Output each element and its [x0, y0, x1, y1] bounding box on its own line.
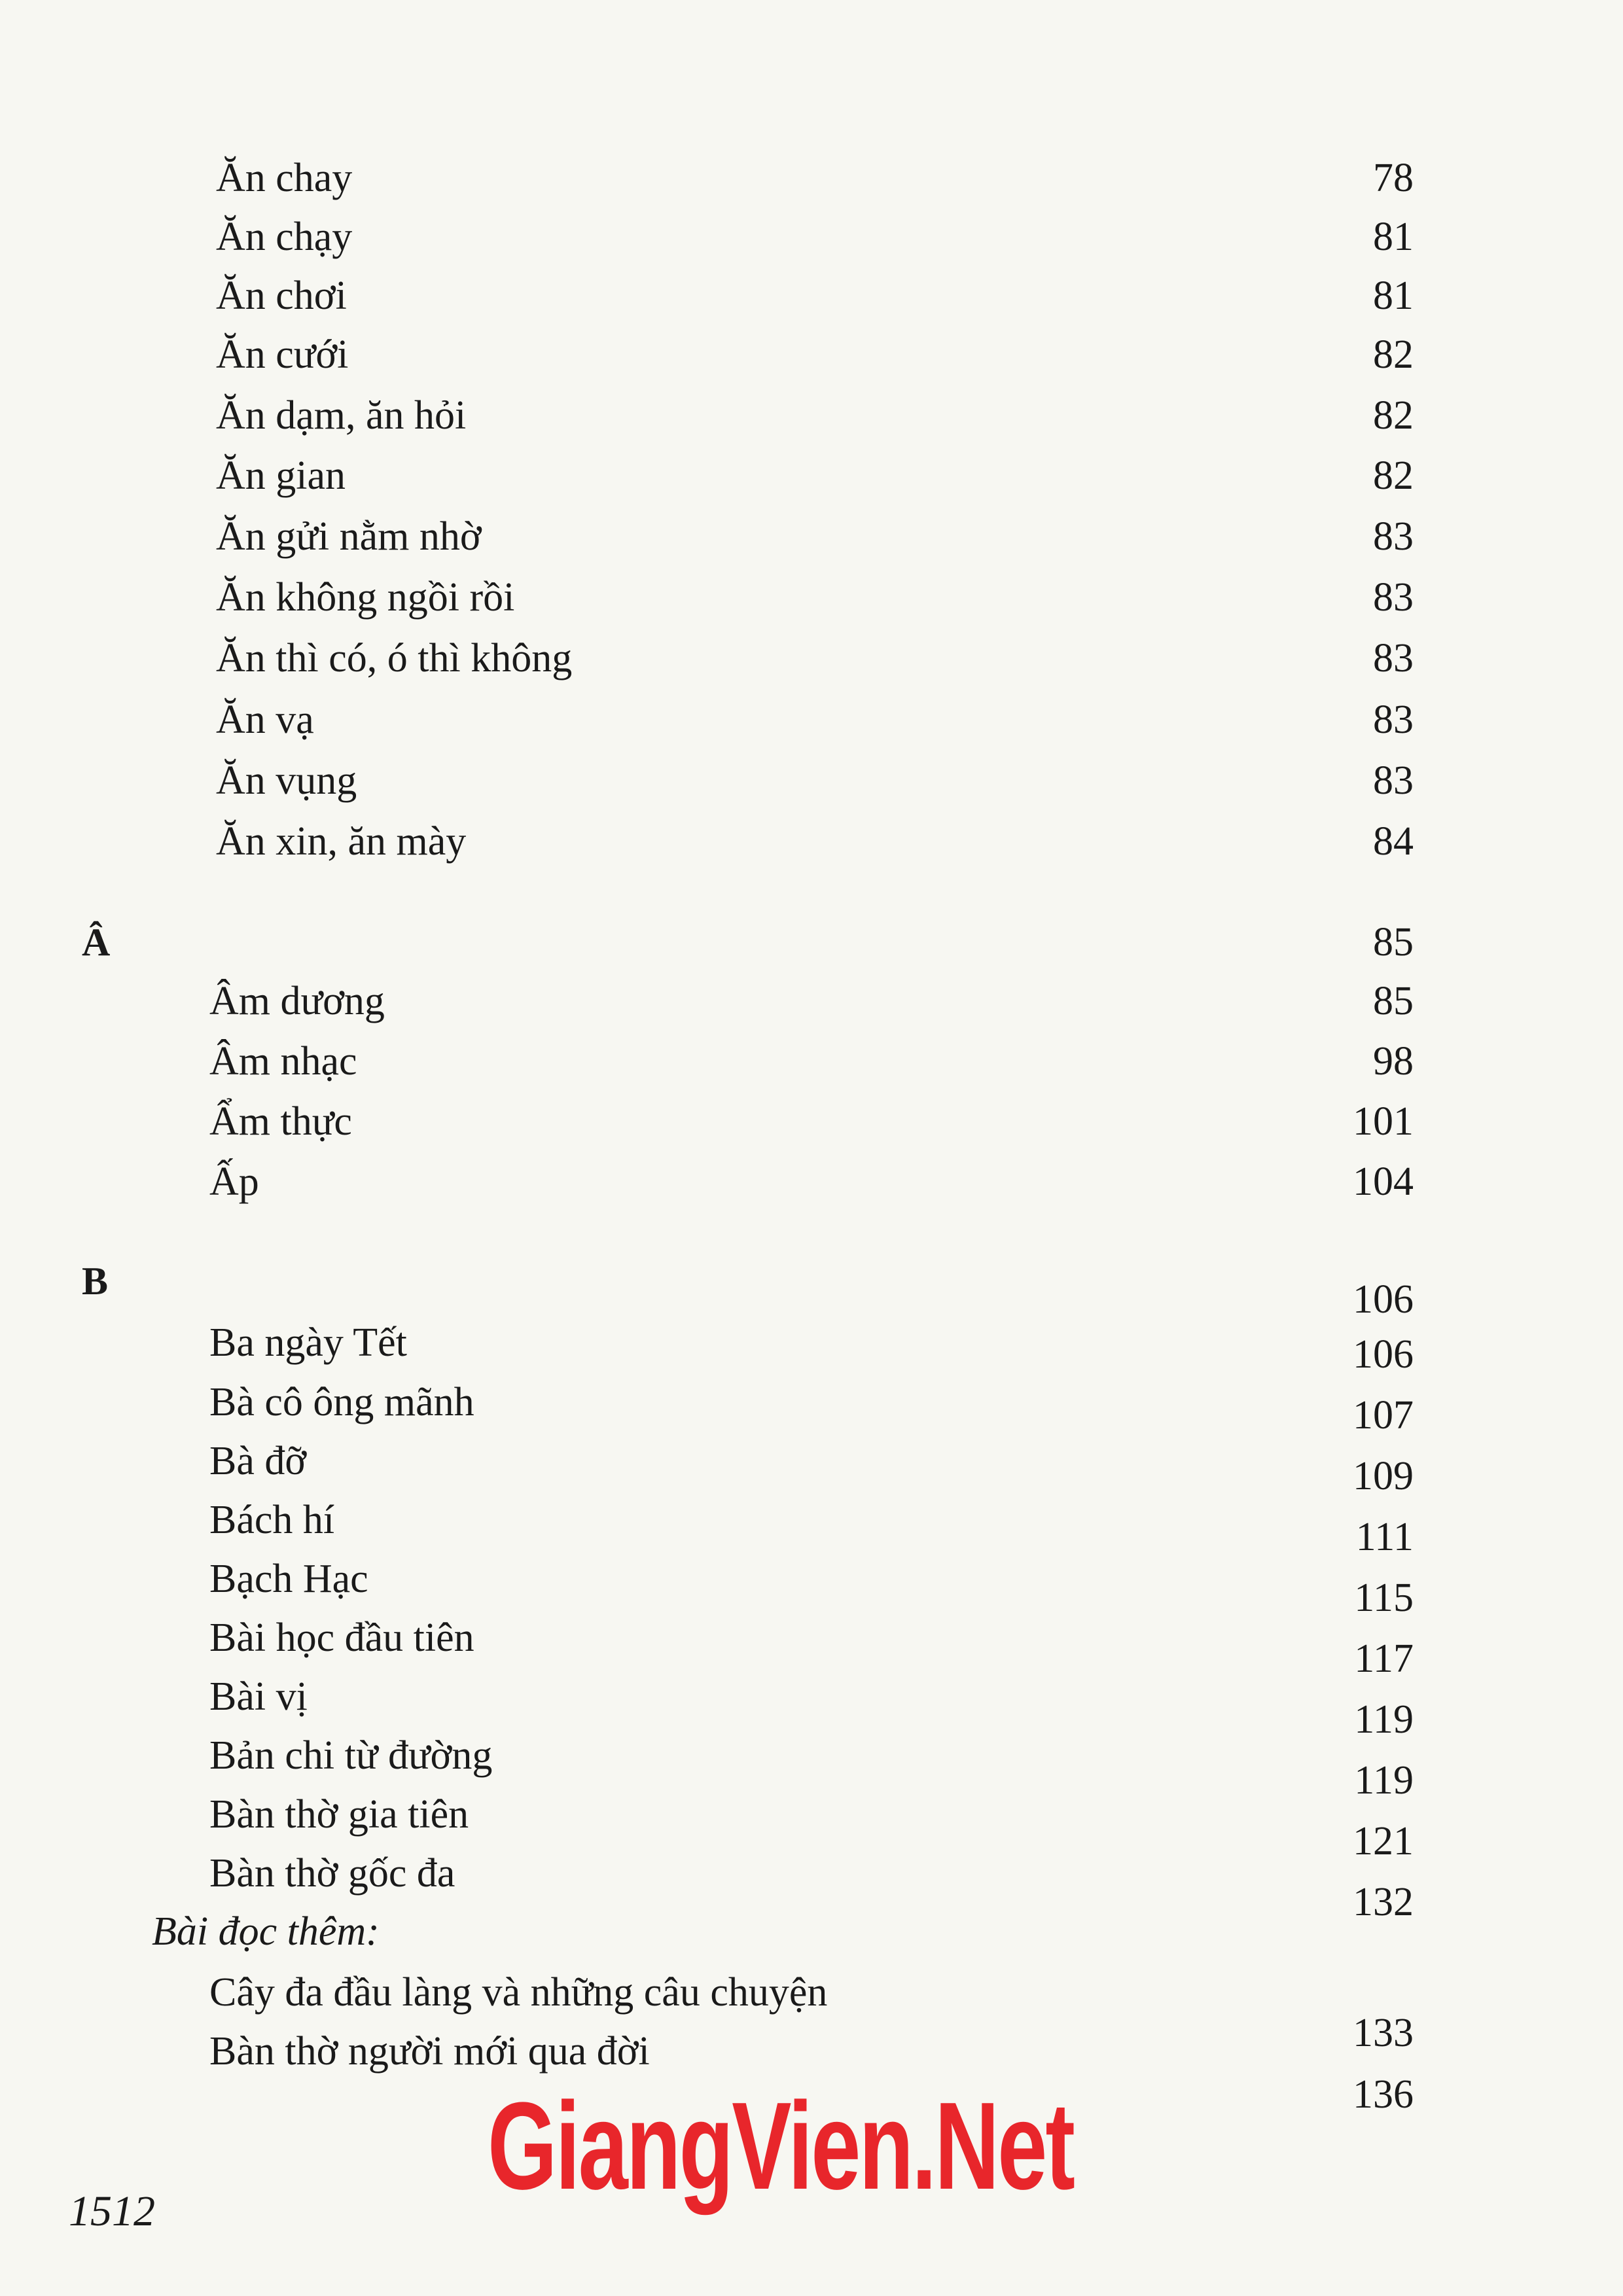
- entry-page-number: 83: [1373, 636, 1414, 680]
- index-entry: [0, 1435, 1623, 1498]
- index-entry: [0, 1095, 1623, 1148]
- entry-label: Ăn không ngồi rồi: [216, 575, 515, 620]
- entry-page-number: 83: [1373, 514, 1414, 559]
- index-entry: [0, 694, 1623, 746]
- index-entry: [0, 1035, 1623, 1087]
- index-entry: [0, 152, 1623, 204]
- entry-page-number: 85: [1373, 979, 1414, 1023]
- entry-page-number: 83: [1373, 575, 1414, 620]
- index-entry: [0, 211, 1623, 263]
- entry-label: Ăn cưới: [216, 332, 349, 377]
- entry-page-number: 81: [1373, 274, 1414, 318]
- entry-label: Bài học đầu tiên: [209, 1616, 474, 1660]
- entry-label: Ăn xin, ăn mày: [216, 819, 467, 864]
- entry-label: Ấp: [209, 1159, 259, 1204]
- index-entry: [0, 389, 1623, 442]
- entry-label: Bàn thờ gia tiên: [209, 1792, 469, 1837]
- page-number: 1512: [69, 2187, 155, 2235]
- entry-page-number: 83: [1373, 698, 1414, 742]
- entry-page-number: 133: [1353, 2011, 1414, 2055]
- further-reading-heading: [0, 1905, 1623, 1958]
- section-heading-a: [0, 916, 1623, 968]
- index-entry: [0, 1156, 1623, 1208]
- section-letter: Â: [82, 921, 111, 964]
- entry-label: Bàn thờ người mới qua đời: [209, 2029, 650, 2074]
- entry-page-number: 121: [1353, 1819, 1414, 1863]
- entry-label: Ẩm thực: [209, 1099, 352, 1144]
- entry-label: Ăn thì có, ó thì không: [216, 636, 573, 680]
- index-entry: [0, 1847, 1623, 1924]
- index-entry: [0, 1376, 1623, 1438]
- entry-label: Ăn vụng: [216, 758, 357, 803]
- index-entry: [0, 1494, 1623, 1559]
- entry-page-number: 119: [1354, 1758, 1414, 1803]
- entry-label: Bà cô ông mãnh: [209, 1380, 474, 1424]
- index-entry: [0, 815, 1623, 868]
- index-entry: [0, 328, 1623, 381]
- entry-page-number: 81: [1373, 215, 1414, 259]
- entry-label: Bạch Hạc: [209, 1557, 368, 1601]
- entry-label: Bà đỡ: [209, 1439, 307, 1483]
- entry-page-number: 106: [1353, 1332, 1414, 1377]
- index-entry: [0, 1670, 1623, 1742]
- entry-page-number: 104: [1353, 1159, 1414, 1204]
- entry-label: Bản chi từ đường: [209, 1733, 493, 1778]
- entry-page-number: 85: [1373, 920, 1414, 964]
- entry-label: Âm dương: [209, 979, 385, 1023]
- entry-label: Cây đa đầu làng và những câu chuyện: [209, 1970, 828, 2015]
- entry-label: Ăn chạy: [216, 215, 353, 259]
- entry-page-number: 82: [1373, 332, 1414, 377]
- entry-page-number: 132: [1353, 1880, 1414, 1924]
- section-heading-b: [0, 1255, 1623, 1322]
- entry-label: Ăn vạ: [216, 698, 314, 742]
- entry-page-number: 136: [1353, 2072, 1414, 2117]
- entry-page-number: 84: [1373, 819, 1414, 864]
- index-entry: [0, 510, 1623, 563]
- entry-page-number: 111: [1355, 1515, 1414, 1559]
- index-entry: [0, 754, 1623, 807]
- entry-page-number: 82: [1373, 393, 1414, 438]
- entry-label: Ăn chay: [216, 156, 353, 200]
- entry-page-number: 115: [1354, 1576, 1414, 1620]
- entry-label: Âm nhạc: [209, 1039, 357, 1084]
- watermark-logo: GiangVien.Net: [488, 2077, 1074, 2216]
- index-entry: [0, 2025, 1623, 2117]
- entry-page-number: 78: [1373, 156, 1414, 200]
- index-entry: [0, 270, 1623, 322]
- index-entry: [0, 1316, 1623, 1377]
- entry-page-number: 119: [1354, 1697, 1414, 1742]
- index-entry: [0, 1553, 1623, 1620]
- section-letter: B: [82, 1260, 109, 1303]
- further-reading-label: Bài đọc thêm:: [152, 1909, 380, 1954]
- entry-page-number: 109: [1353, 1454, 1414, 1498]
- entry-label: Bàn thờ gốc đa: [209, 1851, 455, 1896]
- index-entry: [0, 975, 1623, 1027]
- entry-label: Bách hí: [209, 1498, 335, 1542]
- entry-page-number: 107: [1353, 1393, 1414, 1438]
- index-entry: [0, 1788, 1623, 1863]
- entry-page-number: 98: [1373, 1039, 1414, 1084]
- entry-page-number: 83: [1373, 758, 1414, 803]
- entry-page-number: 82: [1373, 453, 1414, 498]
- index-entry: [0, 632, 1623, 684]
- entry-label: Ăn chơi: [216, 274, 347, 318]
- index-entry: [0, 571, 1623, 624]
- entry-label: Ăn dạm, ăn hỏi: [216, 393, 467, 438]
- index-entry: [0, 450, 1623, 502]
- entry-page-number: 101: [1353, 1099, 1414, 1144]
- entry-label: Ăn gửi nằm nhờ: [216, 514, 482, 559]
- entry-label: Ăn gian: [216, 453, 346, 498]
- entry-page-number: 117: [1354, 1636, 1414, 1681]
- index-entry: [0, 1729, 1623, 1803]
- entry-page-number: 106: [1353, 1277, 1414, 1322]
- entry-label: Ba ngày Tết: [209, 1320, 407, 1365]
- index-entry: [0, 1612, 1623, 1681]
- entry-label: Bài vị: [209, 1674, 308, 1719]
